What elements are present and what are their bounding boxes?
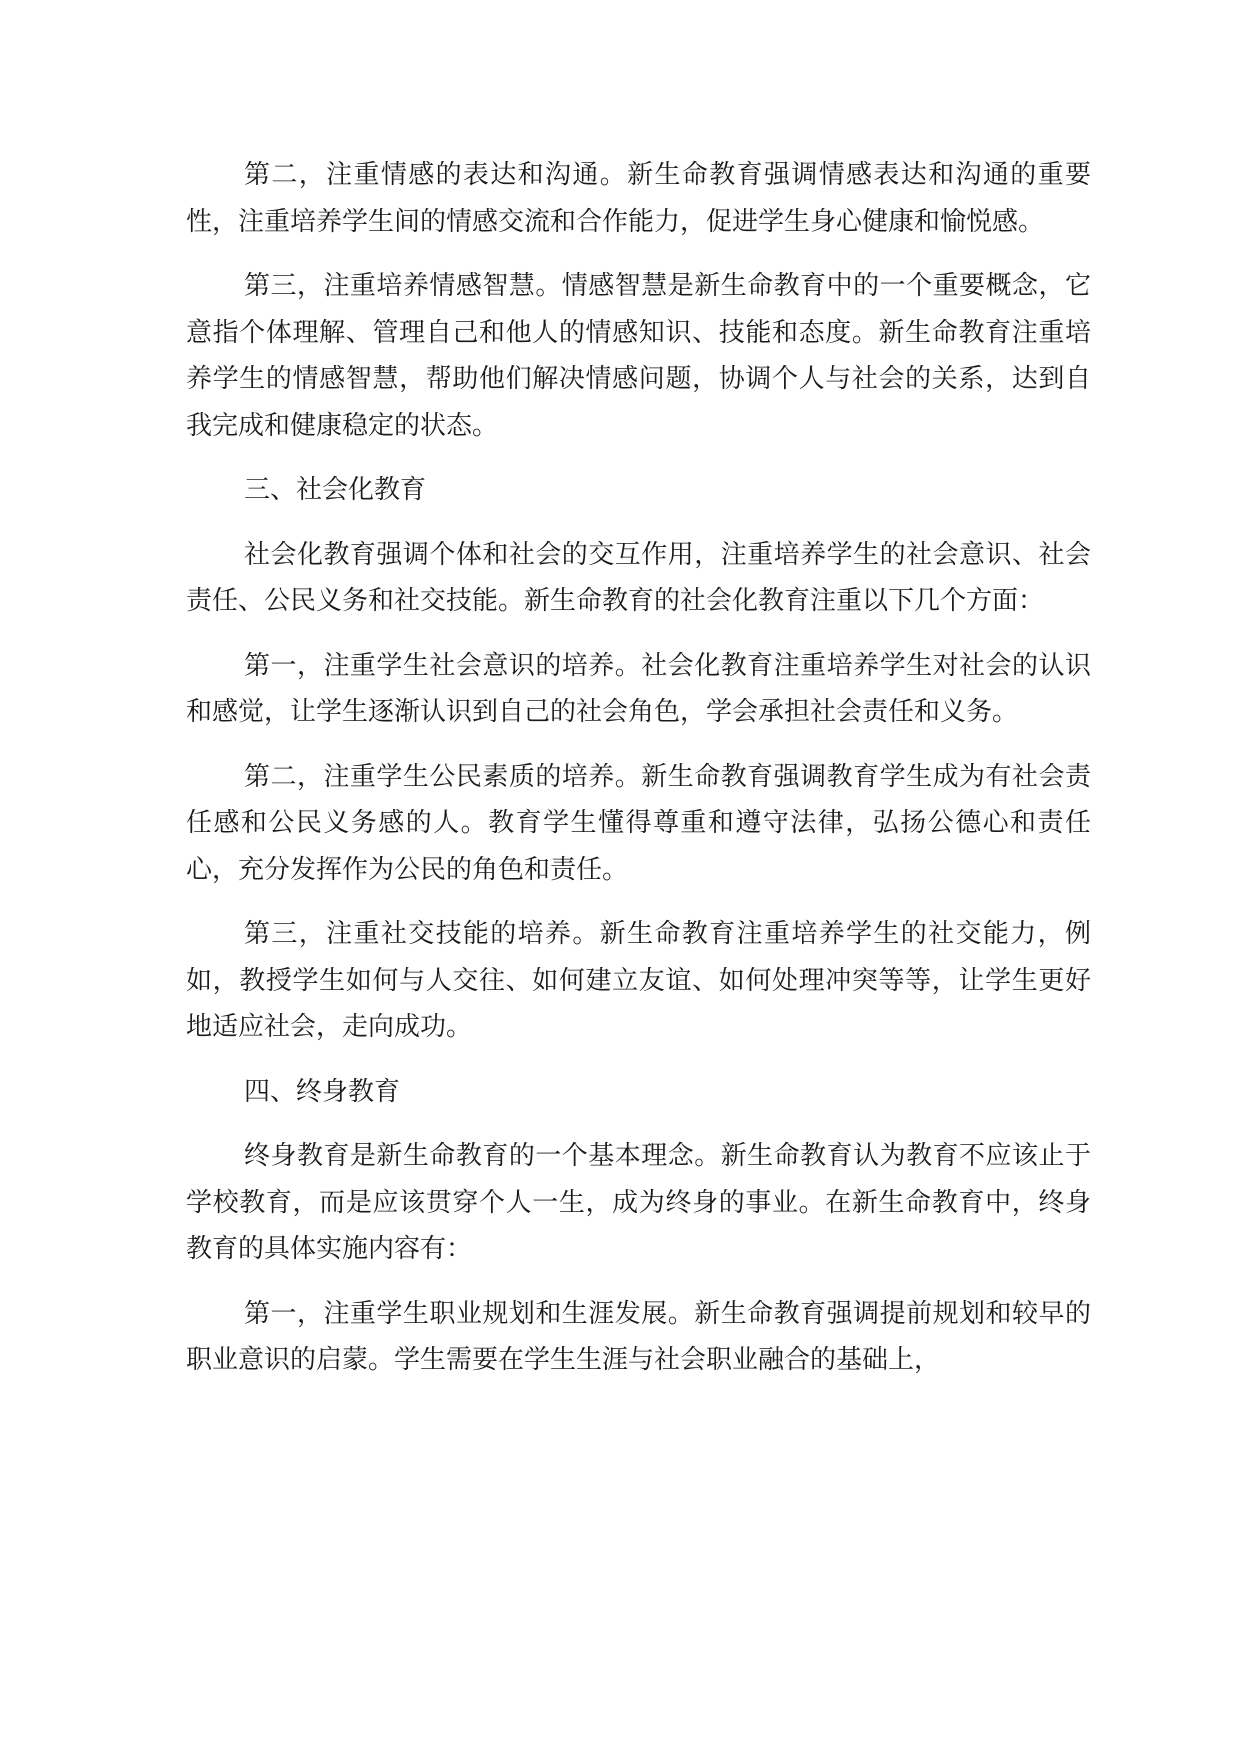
paragraph-career-planning: 第一，注重学生职业规划和生涯发展。新生命教育强调提前规划和较早的职业意识的启蒙。学生需要在学生生涯与社会职业融合的基础上， xyxy=(186,1298,1091,1375)
paragraph-social-awareness: 第一，注重学生社会意识的培养。社会化教育注重培养学生对社会的认识和感觉，让学生逐渐认识到自己的社会角色，学会承担社会责任和义务。 xyxy=(186,650,1091,727)
paragraph-emotional-wisdom: 第三，注重培养情感智慧。情感智慧是新生命教育中的一个重要概念，它意指个体理解、管理自己和他人的情感知识、技能和态度。新生命教育注重培养学生的情感智慧，帮助他们解决情感问题，协调个人与社会的关系，达到自我完成和健康稳定的状态。 xyxy=(186,271,1091,441)
paragraph-socialization-intro: 社会化教育强调个体和社会的交互作用，注重培养学生的社会意识、社会责任、公民义务和社交技能。新生命教育的社会化教育注重以下几个方面： xyxy=(186,539,1091,616)
document-body xyxy=(186,152,1091,1402)
paragraph-emotion-expression: 第二，注重情感的表达和沟通。新生命教育强调情感表达和沟通的重要性，注重培养学生间的情感交流和合作能力，促进学生身心健康和愉悦感。 xyxy=(186,160,1091,237)
paragraph-social-skills: 第三，注重社交技能的培养。新生命教育注重培养学生的社交能力，例如，教授学生如何与人交往、如何建立友谊、如何处理冲突等等，让学生更好地适应社会，走向成功。 xyxy=(186,919,1091,1042)
paragraph-civic-quality: 第二，注重学生公民素质的培养。新生命教育强调教育学生成为有社会责任感和公民义务感的人。教育学生懂得尊重和遵守法律，弘扬公德心和责任心，充分发挥作为公民的角色和责任。 xyxy=(186,761,1091,885)
section-heading-socialization: 三、社会化教育 xyxy=(244,475,427,505)
section-heading-lifelong-education: 四、终身教育 xyxy=(244,1076,401,1107)
paragraph-lifelong-intro: 终身教育是新生命教育的一个基本理念。新生命教育认为教育不应该止于学校教育，而是应该贯穿个人一生，成为终身的事业。在新生命教育中，终身教育的具体实施内容有： xyxy=(186,1141,1091,1264)
